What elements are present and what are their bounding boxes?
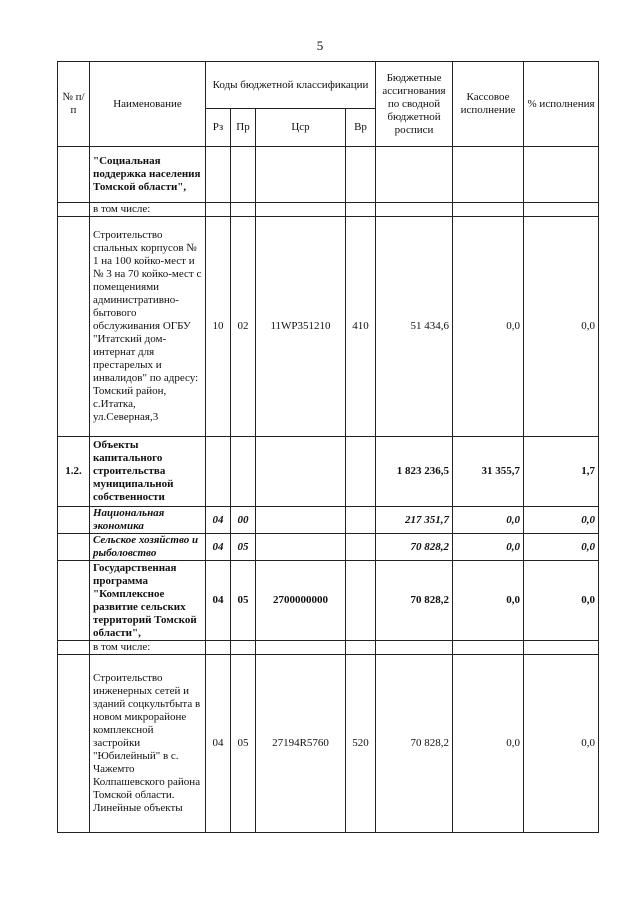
row-csr <box>256 203 346 217</box>
row-pr: 05 <box>231 655 256 833</box>
row-cash: 0,0 <box>453 534 524 561</box>
row-name: Объекты капитального строительства муниципальной собственности <box>90 437 206 507</box>
row-pr <box>231 641 256 655</box>
row-rz: 10 <box>206 217 231 437</box>
row-budget <box>376 147 453 203</box>
row-percent <box>524 147 599 203</box>
row-number <box>58 655 90 833</box>
header-vr: Вр <box>346 109 376 147</box>
header-cash: Кассовое исполнение <box>453 62 524 147</box>
table-row <box>58 217 599 437</box>
row-percent: 0,0 <box>524 217 599 437</box>
row-name: Строительство спальных корпусов № 1 на 100 койко-мест и № 3 на 70 койко-мест с помещениями административно-бытового обслуживания ОГБУ "Итатский дом-интернат для престарелых и инвалидов" по адресу: Томский район, с.Итатка, ул.Северная,3 <box>90 217 206 437</box>
row-vr <box>346 437 376 507</box>
row-percent <box>524 203 599 217</box>
budget-table <box>57 61 599 833</box>
row-cash <box>453 641 524 655</box>
row-rz <box>206 147 231 203</box>
row-budget <box>376 203 453 217</box>
row-cash: 0,0 <box>453 217 524 437</box>
row-pr <box>231 437 256 507</box>
page-number: 5 <box>316 38 324 53</box>
row-pr: 05 <box>231 534 256 561</box>
table-row <box>58 655 599 833</box>
row-budget: 70 828,2 <box>376 655 453 833</box>
header-csr: Цср <box>256 109 346 147</box>
table-row <box>58 561 599 641</box>
row-csr <box>256 641 346 655</box>
table-body <box>58 147 599 833</box>
row-cash <box>453 203 524 217</box>
row-csr <box>256 507 346 534</box>
row-csr <box>256 147 346 203</box>
table-row <box>58 534 599 561</box>
row-cash <box>453 147 524 203</box>
row-vr <box>346 147 376 203</box>
row-budget: 70 828,2 <box>376 534 453 561</box>
row-name: "Социальная поддержка населения Томской области", <box>90 147 206 203</box>
row-name: Национальная экономика <box>90 507 206 534</box>
row-name: Государственная программа "Комплексное развитие сельских территорий Томской области", <box>90 561 206 641</box>
table-row <box>58 641 599 655</box>
row-percent <box>524 641 599 655</box>
row-rz <box>206 437 231 507</box>
row-rz: 04 <box>206 507 231 534</box>
header-rz: Рз <box>206 109 231 147</box>
row-csr <box>256 437 346 507</box>
row-percent: 1,7 <box>524 437 599 507</box>
row-vr <box>346 203 376 217</box>
row-cash: 0,0 <box>453 655 524 833</box>
row-pr <box>231 203 256 217</box>
row-cash: 0,0 <box>453 507 524 534</box>
row-percent: 0,0 <box>524 561 599 641</box>
header-num: № п/п <box>58 62 90 147</box>
row-csr: 2700000000 <box>256 561 346 641</box>
row-name: Сельское хозяйство и рыболовство <box>90 534 206 561</box>
row-budget <box>376 641 453 655</box>
row-vr <box>346 641 376 655</box>
row-number <box>58 507 90 534</box>
row-number <box>58 641 90 655</box>
row-number <box>58 203 90 217</box>
header-budget: Бюджетные ассигнования по сводной бюджетной росписи <box>376 62 453 147</box>
row-csr: 27194R5760 <box>256 655 346 833</box>
row-vr <box>346 507 376 534</box>
row-cash: 31 355,7 <box>453 437 524 507</box>
table-row <box>58 203 599 217</box>
row-vr <box>346 561 376 641</box>
row-cash: 0,0 <box>453 561 524 641</box>
header-pr: Пр <box>231 109 256 147</box>
row-budget: 217 351,7 <box>376 507 453 534</box>
row-rz: 04 <box>206 534 231 561</box>
header-codes-group: Коды бюджетной классификации <box>206 62 376 109</box>
row-number <box>58 217 90 437</box>
row-percent: 0,0 <box>524 655 599 833</box>
row-number <box>58 534 90 561</box>
row-percent: 0,0 <box>524 534 599 561</box>
row-pr: 05 <box>231 561 256 641</box>
row-percent: 0,0 <box>524 507 599 534</box>
row-vr: 520 <box>346 655 376 833</box>
row-budget: 51 434,6 <box>376 217 453 437</box>
table-row <box>58 507 599 534</box>
table-row <box>58 437 599 507</box>
row-pr: 00 <box>231 507 256 534</box>
row-rz: 04 <box>206 655 231 833</box>
row-name: в том числе: <box>90 203 206 217</box>
table-row <box>58 147 599 203</box>
row-csr: 11WP351210 <box>256 217 346 437</box>
row-pr <box>231 147 256 203</box>
row-csr <box>256 534 346 561</box>
header-percent: % исполнения <box>524 62 599 147</box>
row-vr: 410 <box>346 217 376 437</box>
row-rz: 04 <box>206 561 231 641</box>
row-budget: 70 828,2 <box>376 561 453 641</box>
row-vr <box>346 534 376 561</box>
row-pr: 02 <box>231 217 256 437</box>
row-budget: 1 823 236,5 <box>376 437 453 507</box>
row-rz <box>206 203 231 217</box>
header-name: Наименование <box>90 62 206 147</box>
row-name: Строительство инженерных сетей и зданий соцкультбыта в новом микрорайоне комплексной застройки "Юбилейный" в с. Чажемто Колпашевского района Томской области. Линейные объекты <box>90 655 206 833</box>
row-number <box>58 147 90 203</box>
row-rz <box>206 641 231 655</box>
row-number <box>58 561 90 641</box>
row-name: в том числе: <box>90 641 206 655</box>
row-number: 1.2. <box>58 437 90 507</box>
